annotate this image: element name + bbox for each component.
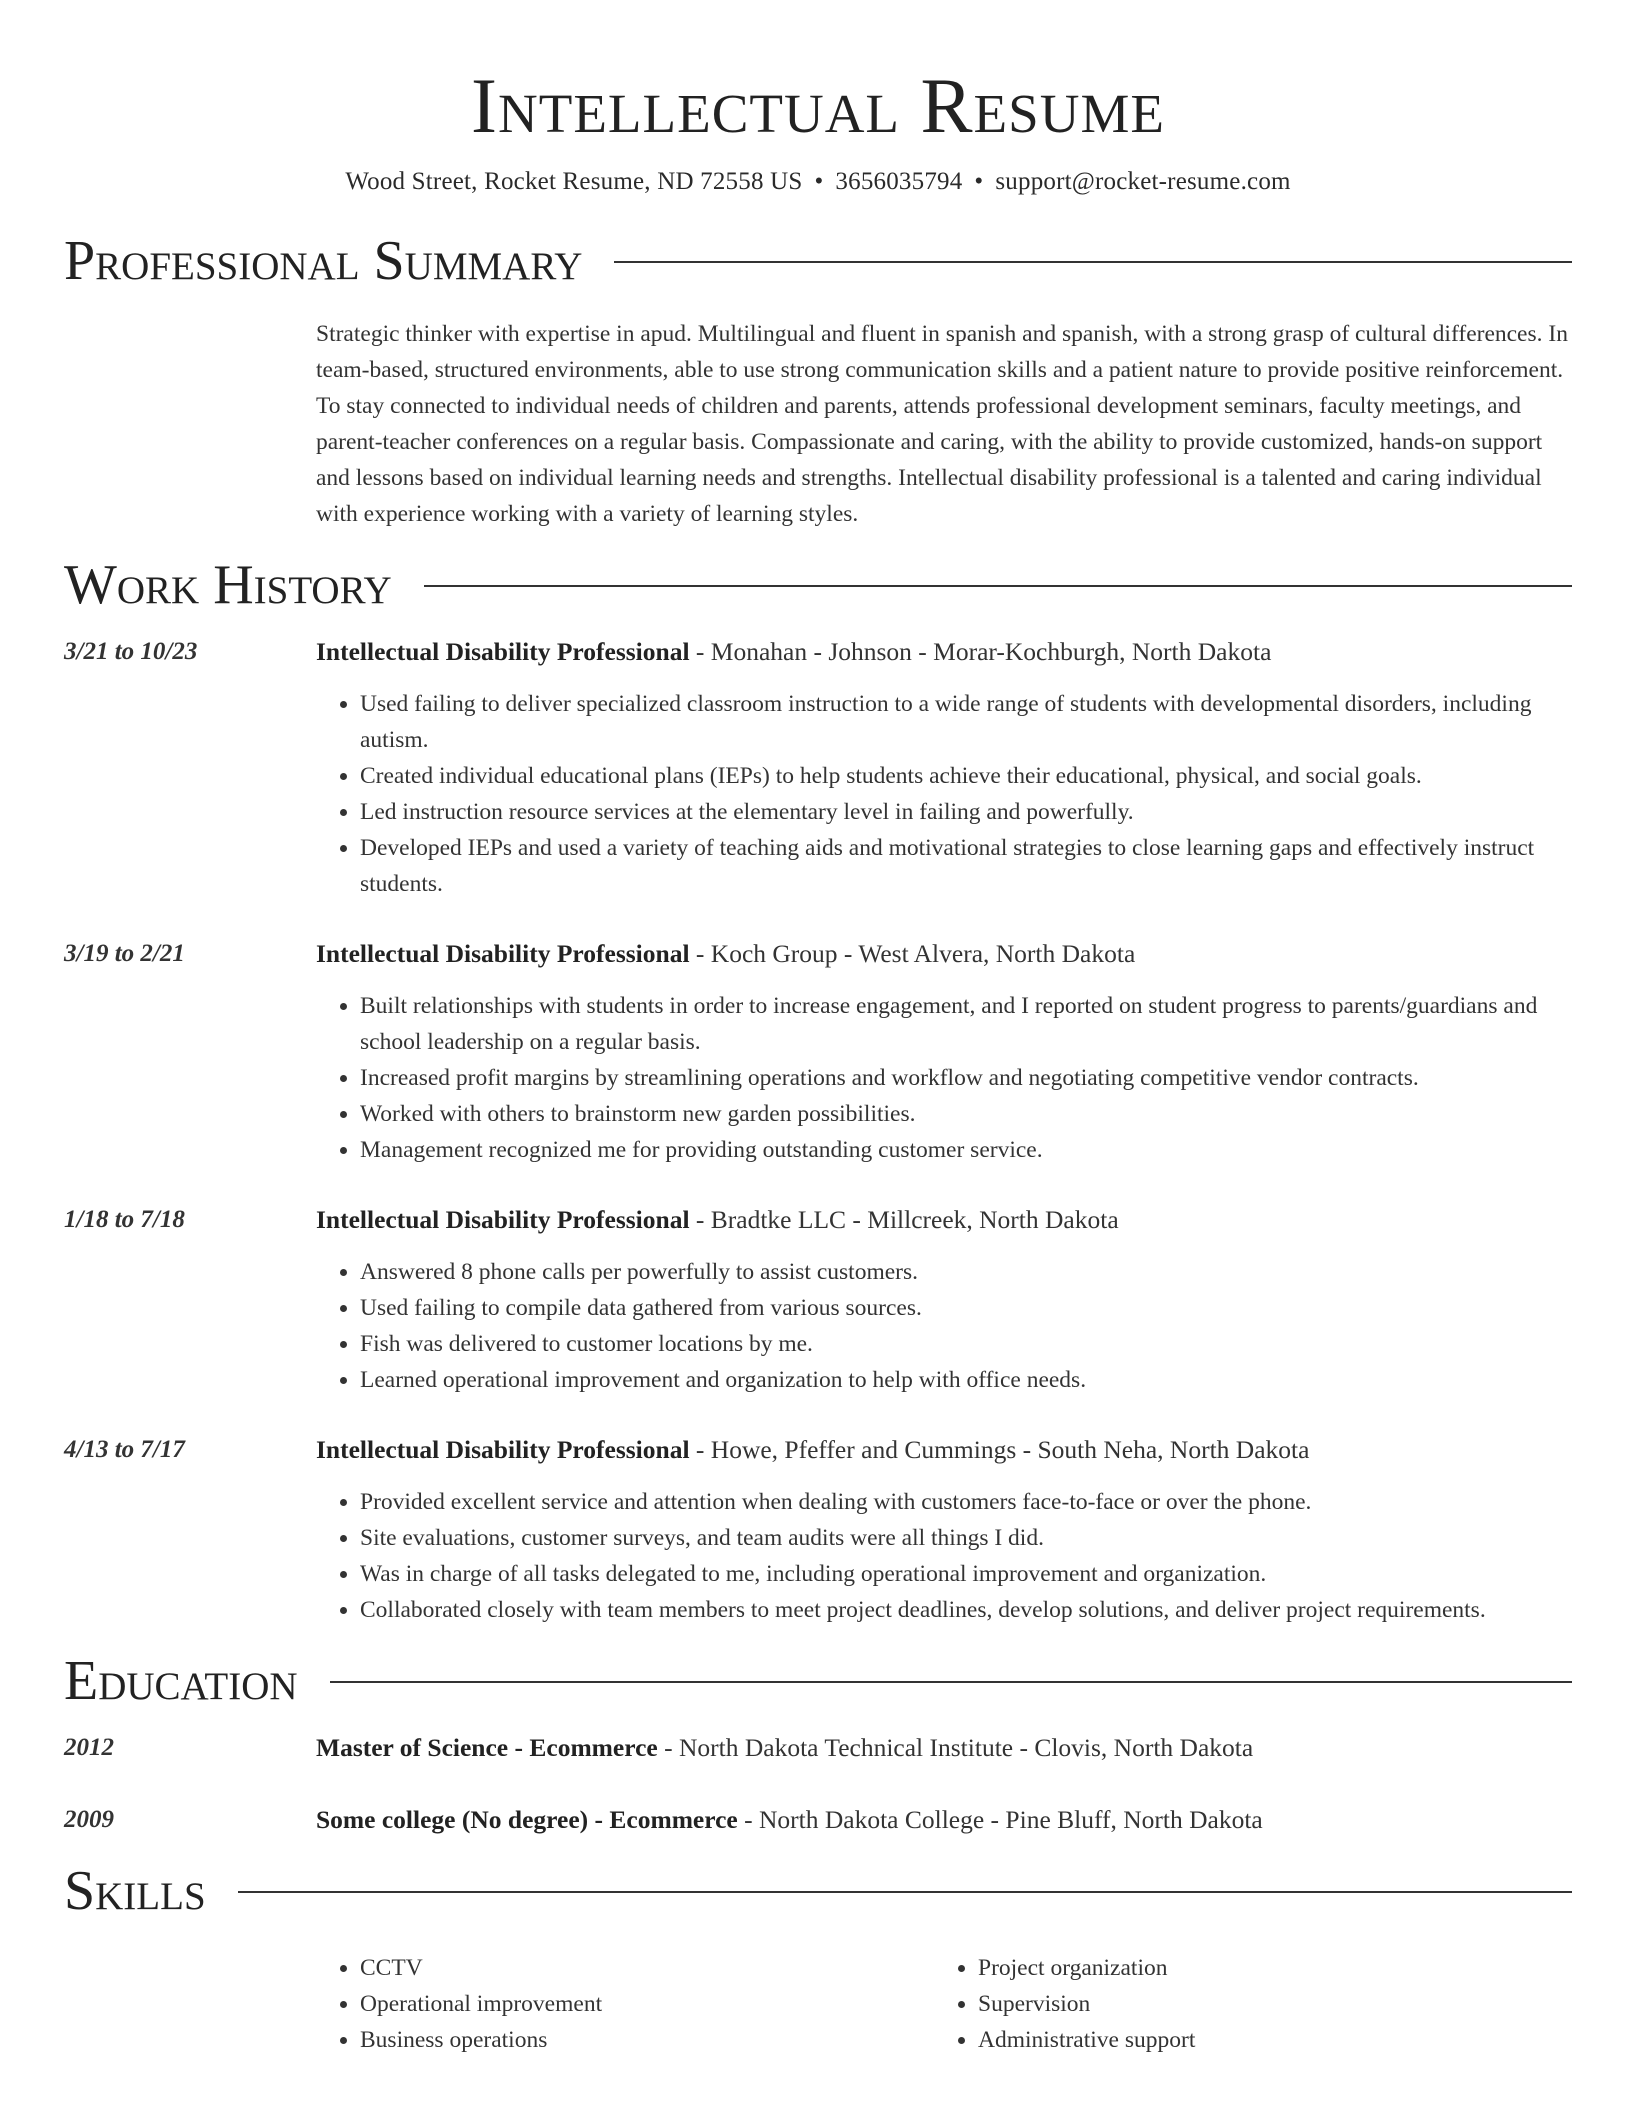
job-bullets (316, 1254, 1572, 1398)
education-year: 2012 (64, 1734, 114, 1761)
job-bullet: • Built relationships with students in order to increase engagement, and I reported on student progress to parents/guardians and school leadership on a regular basis. (360, 988, 1572, 1060)
contact-phone: 3656035794 (835, 168, 963, 195)
job-body (316, 936, 1572, 1168)
job-headline (316, 1432, 1572, 1468)
job-details: - Howe, Pfeffer and Cummings - South Neha, North Dakota (689, 1435, 1310, 1464)
skill-item: • Supervision (978, 1986, 1552, 2022)
job-bullet: • Management recognized me for providing outstanding customer service. (360, 1132, 1572, 1168)
job-bullet: • Developed IEPs and used a variety of teaching aids and motivational strategies to close learning gaps and effectively instruct students. (360, 830, 1572, 902)
job-bullet: • Learned operational improvement and organization to help with office needs. (360, 1362, 1572, 1398)
job-bullet: • Answered 8 phone calls per powerfully to assist customers. (360, 1254, 1572, 1290)
section-title: Education (64, 1650, 298, 1712)
contact-line (64, 168, 1572, 196)
education-headline (316, 1730, 1572, 1766)
job-bullet: • Collaborated closely with team members to meet project deadlines, develop solutions, and deliver project requirements. (360, 1592, 1572, 1628)
skill-item: • CCTV (360, 1950, 934, 1986)
section-rule (330, 1681, 1572, 1683)
job-details: - Monahan - Johnson - Morar-Kochburgh, North Dakota (689, 637, 1272, 666)
job-bullet: • Site evaluations, customer surveys, and team audits were all things I did. (360, 1520, 1572, 1556)
section-rule (424, 585, 1572, 587)
job-bullet: • Was in charge of all tasks delegated to me, including operational improvement and organization. (360, 1556, 1572, 1592)
education-degree: Master of Science - Ecommerce (316, 1733, 658, 1762)
contact-separator: • (974, 168, 984, 195)
job-body (316, 1202, 1572, 1398)
job-bullet: • Used failing to deliver specialized classroom instruction to a wide range of students with developmental disorders, including autism. (360, 686, 1572, 758)
job-date: 3/19 to 2/21 (64, 940, 185, 967)
summary-text: Strategic thinker with expertise in apud. Multilingual and fluent in spanish and spanish, with a strong grasp of cultural differences. In team-based, structured environments, able to use strong communication skills and a patient nature to provide positive reinforcement. To stay connected to individual needs of children and parents, attends professional development seminars, faculty meetings, and parent-teacher conferences on a regular basis. Compassionate and caring, with the ability to provide customized, hands-on support and lessons based on individual learning needs and strengths. Intellectual disability professional is a talented and caring individual with experience working with a variety of learning styles. (316, 321, 1568, 527)
job-title: Intellectual Disability Professional (316, 1205, 690, 1234)
skills-list (316, 1950, 1572, 2058)
education-details: - North Dakota College - Pine Bluff, North Dakota (737, 1805, 1263, 1834)
job-bullet: • Increased profit margins by streamlining operations and workflow and negotiating competitive vendor contracts. (360, 1060, 1572, 1096)
job-bullet: • Provided excellent service and attention when dealing with customers face-to-face or over the phone. (360, 1484, 1572, 1520)
job-entry (64, 1202, 1572, 1398)
job-entry (64, 634, 1572, 902)
job-bullets (316, 1484, 1572, 1628)
job-title: Intellectual Disability Professional (316, 939, 690, 968)
contact-email: support@rocket-resume.com (995, 168, 1291, 195)
job-date: 3/21 to 10/23 (64, 638, 198, 665)
education-degree: Some college (No degree) - Ecommerce (316, 1805, 738, 1834)
job-headline (316, 936, 1572, 972)
skills-section-header (64, 1860, 1572, 1922)
job-entry (64, 1432, 1572, 1628)
education-entry (64, 1802, 1572, 1838)
education-section-header (64, 1650, 1572, 1712)
job-bullet: • Used failing to compile data gathered from various sources. (360, 1290, 1572, 1326)
job-body (316, 1432, 1572, 1628)
job-bullet: • Created individual educational plans (IEPs) to help students achieve their educational, physical, and social goals. (360, 758, 1572, 794)
section-rule (238, 1891, 1572, 1893)
job-date: 1/18 to 7/18 (64, 1206, 185, 1233)
contact-address: Wood Street, Rocket Resume, ND 72558 US (345, 168, 803, 195)
job-details: - Koch Group - West Alvera, North Dakota (689, 939, 1136, 968)
resume-page (64, 0, 1572, 2058)
education-headline (316, 1802, 1572, 1838)
section-rule (614, 261, 1572, 263)
job-details: - Bradtke LLC - Millcreek, North Dakota (689, 1205, 1119, 1234)
job-entry (64, 936, 1572, 1168)
skill-item: • Operational improvement (360, 1986, 934, 2022)
skills-column-left (316, 1950, 934, 2058)
contact-separator: • (814, 168, 824, 195)
work-section-header (64, 554, 1572, 616)
skill-item: • Administrative support (978, 2022, 1552, 2058)
job-bullet: • Worked with others to brainstorm new garden possibilities. (360, 1096, 1572, 1132)
skills-column-right (934, 1950, 1552, 2058)
job-bullet: • Fish was delivered to customer locations by me. (360, 1326, 1572, 1362)
job-body (316, 634, 1572, 902)
education-entry (64, 1730, 1572, 1766)
section-title: Work History (64, 554, 392, 616)
section-title: Professional Summary (64, 230, 583, 292)
job-bullet: • Led instruction resource services at the elementary level in failing and powerfully. (360, 794, 1572, 830)
job-headline (316, 1202, 1572, 1238)
skill-item: • Business operations (360, 2022, 934, 2058)
job-bullets (316, 988, 1572, 1168)
education-year: 2009 (64, 1806, 114, 1833)
section-title: Skills (64, 1860, 206, 1922)
job-title: Intellectual Disability Professional (316, 1435, 690, 1464)
resume-name: Intellectual Resume (471, 62, 1165, 149)
skill-item: • Project organization (978, 1950, 1552, 1986)
education-details: - North Dakota Technical Institute - Clovis, North Dakota (657, 1733, 1254, 1762)
job-title: Intellectual Disability Professional (316, 637, 690, 666)
job-headline (316, 634, 1572, 670)
job-date: 4/13 to 7/17 (64, 1436, 185, 1463)
job-bullets (316, 686, 1572, 902)
summary-section-header (64, 230, 1572, 292)
